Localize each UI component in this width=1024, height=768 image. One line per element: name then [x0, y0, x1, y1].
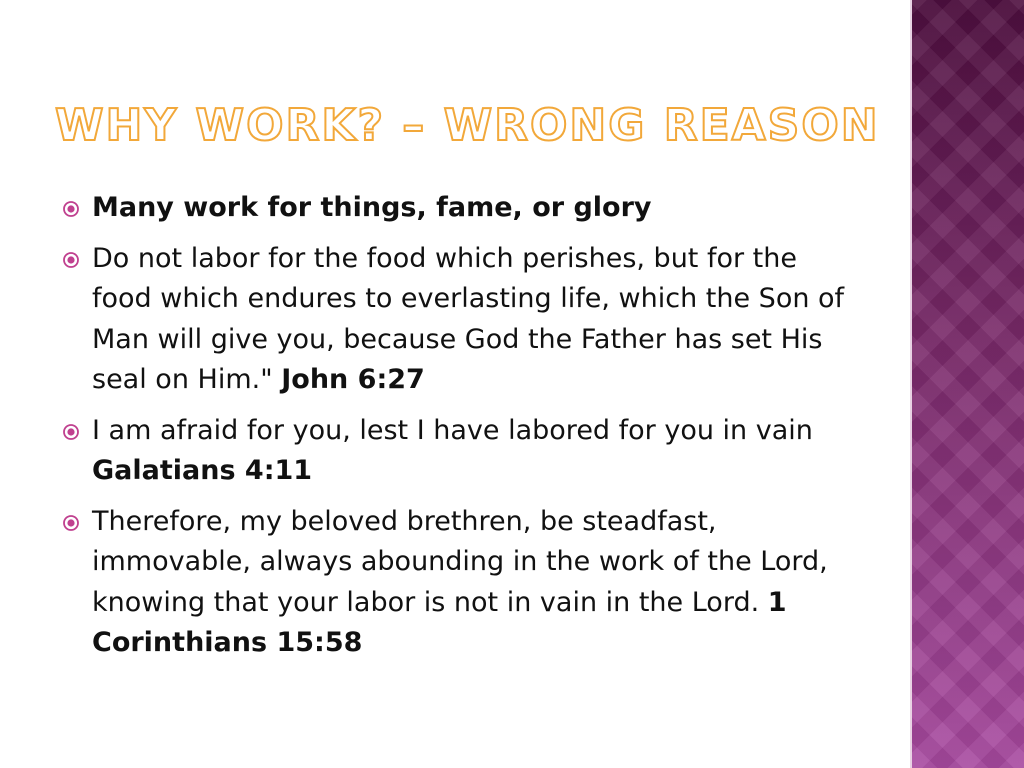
scripture-reference: John 6:27: [281, 364, 425, 395]
scripture-reference: Galatians 4:11: [92, 455, 313, 486]
side-band-edge: [910, 0, 912, 768]
radio-bullet-icon: [62, 423, 80, 441]
bullet-item-4: [62, 502, 862, 664]
bullet-text: Do not labor for the food which perishes, but for the food which endures to everlasting life, which the Son of Man will give you, because God the Father has set His seal on Him.": [92, 242, 845, 395]
bullet-list: [62, 188, 862, 674]
bullet-item-3: [62, 411, 862, 492]
bullet-text: Many work for things, fame, or glory: [92, 192, 652, 223]
radio-bullet-icon: [62, 200, 80, 218]
radio-bullet-icon: [62, 514, 80, 532]
bullet-text: I am afraid for you, lest I have labored for you in vain: [92, 414, 813, 446]
scripture-reference: 1 Corinthians 15:58: [92, 586, 787, 658]
slide-title: WHY WORK? – WRONG REASON: [55, 100, 880, 151]
bullet-item-2: [62, 239, 862, 401]
bullet-text: Therefore, my beloved brethren, be steadfast, immovable, always abounding in the work of the Lord, knowing that your labor is not in vain in the Lord.: [92, 505, 828, 618]
radio-bullet-icon: [62, 251, 80, 269]
bullet-item-1: [62, 188, 862, 229]
decorative-side-band: [912, 0, 1024, 768]
